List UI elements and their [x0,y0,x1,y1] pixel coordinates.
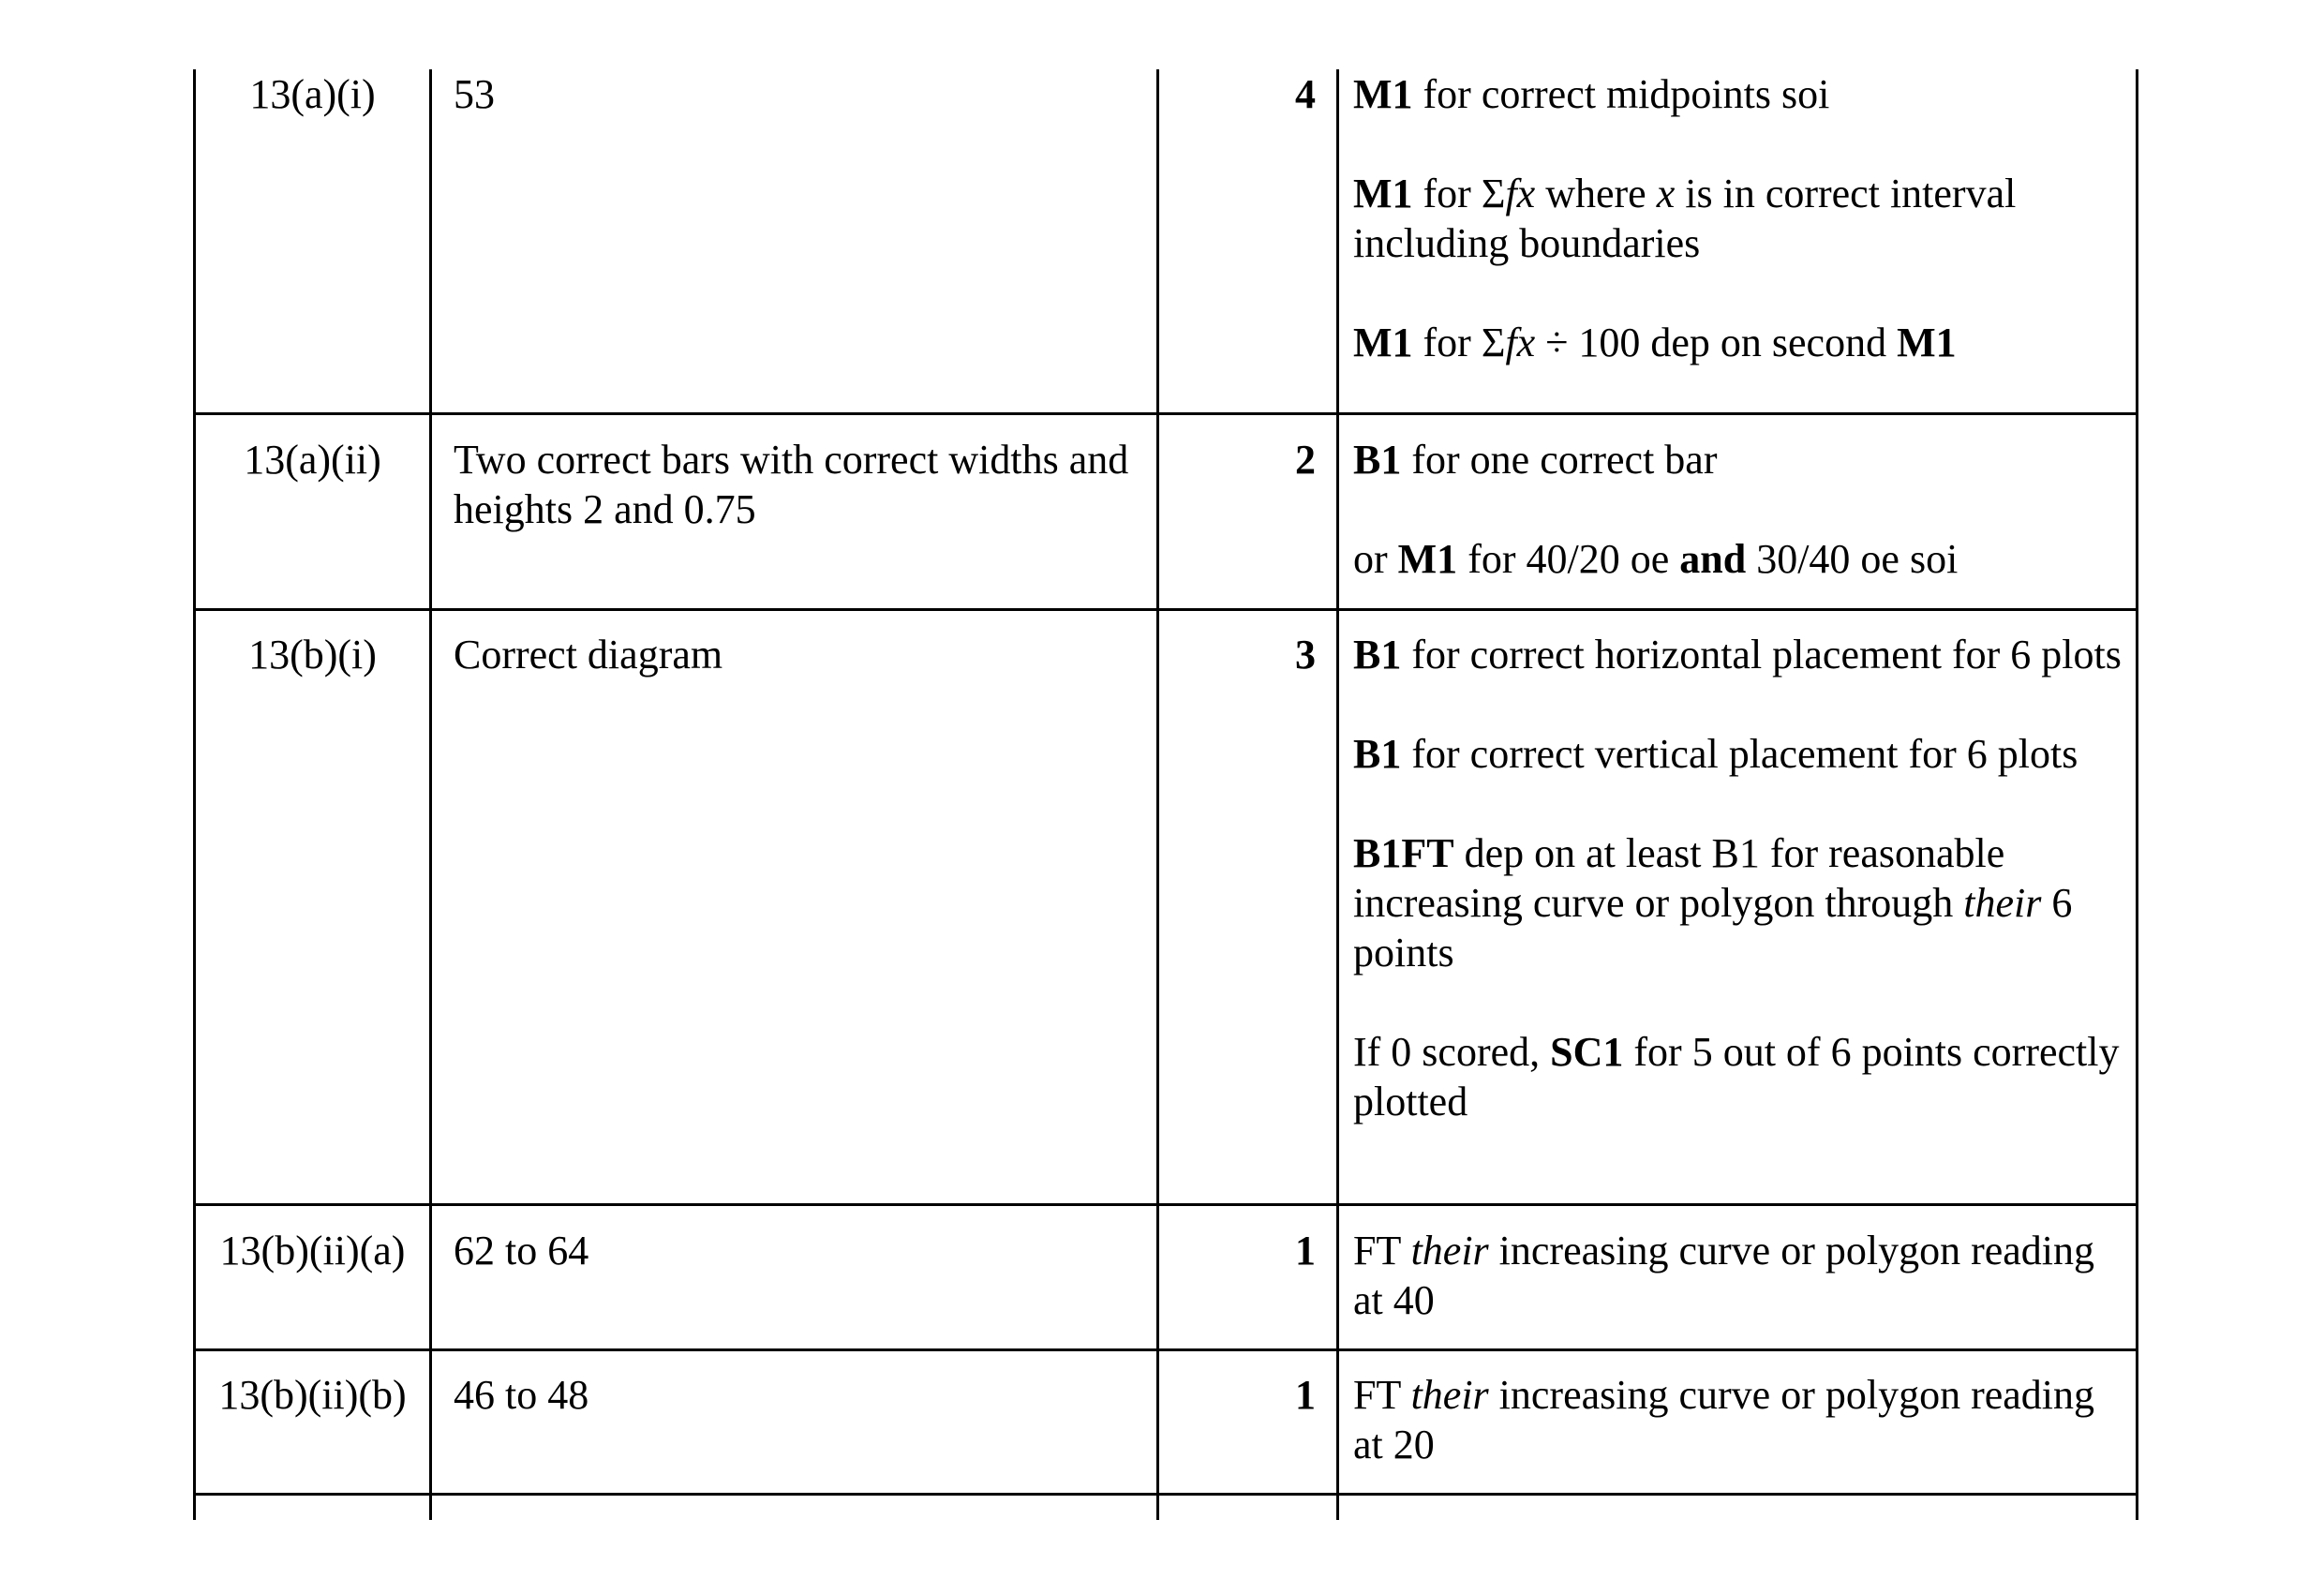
column-divider [1336,69,1339,1520]
column-divider [429,69,432,1520]
row-divider [193,412,2138,415]
column-divider [1156,69,1159,1520]
table-row-guidance [1353,1226,2131,1325]
table-row-question: 13(b)(ii)(a) [219,1228,406,1274]
table-row-marks: 2 [1295,437,1316,483]
table-row-answer: 46 to 48 [454,1372,589,1418]
row-divider [193,1493,2138,1496]
table-row-marks: 4 [1295,71,1316,117]
table-border-right [2136,69,2138,1520]
row-divider [193,608,2138,611]
table-row-answer: Correct diagram [454,632,723,678]
guidance-line: B1 for correct vertical placement for 6 plots [1353,731,2078,777]
table-row-answer: 53 [454,71,495,117]
table-row-guidance [1353,1370,2131,1469]
guidance-line: If 0 scored, SC1 for 5 out of 6 points correctly plotted [1353,1029,2120,1125]
guidance-line: M1 for Σfx where x is in correct interval including boundaries [1353,171,2017,266]
guidance-line: B1 for one correct bar [1353,437,1718,483]
guidance-line: or M1 for 40/20 oe and 30/40 oe soi [1353,536,1959,582]
guidance-line: B1 for correct horizontal placement for 6 plots [1353,632,2122,678]
table-row-question: 13(a)(i) [249,71,376,117]
table-row-marks: 3 [1295,632,1316,678]
table-row-question: 13(b)(i) [248,632,377,678]
row-divider [193,1203,2138,1206]
table-row-guidance [1353,630,2131,1126]
table-row-answer: Two correct bars with correct widths and heights 2 and 0.75 [454,437,1129,532]
table-row-question: 13(a)(ii) [244,437,381,483]
table-row-marks: 1 [1295,1372,1316,1418]
table-row-guidance [1353,69,2131,367]
guidance-line: M1 for correct midpoints soi [1353,71,1830,117]
table-row-marks: 1 [1295,1228,1316,1274]
table-row-guidance [1353,435,2131,584]
row-divider [193,1348,2138,1351]
mark-scheme-table [193,69,2138,1520]
guidance-line: FT their increasing curve or polygon reading at 20 [1353,1372,2095,1467]
table-row-answer: 62 to 64 [454,1228,589,1274]
guidance-line: FT their increasing curve or polygon reading at 40 [1353,1228,2095,1323]
table-row-question: 13(b)(ii)(b) [218,1372,407,1418]
table-border-left [193,69,196,1520]
guidance-line: B1FT dep on at least B1 for reasonable increasing curve or polygon through their 6 points [1353,830,2073,976]
guidance-line: M1 for Σfx ÷ 100 dep on second M1 [1353,320,1957,365]
